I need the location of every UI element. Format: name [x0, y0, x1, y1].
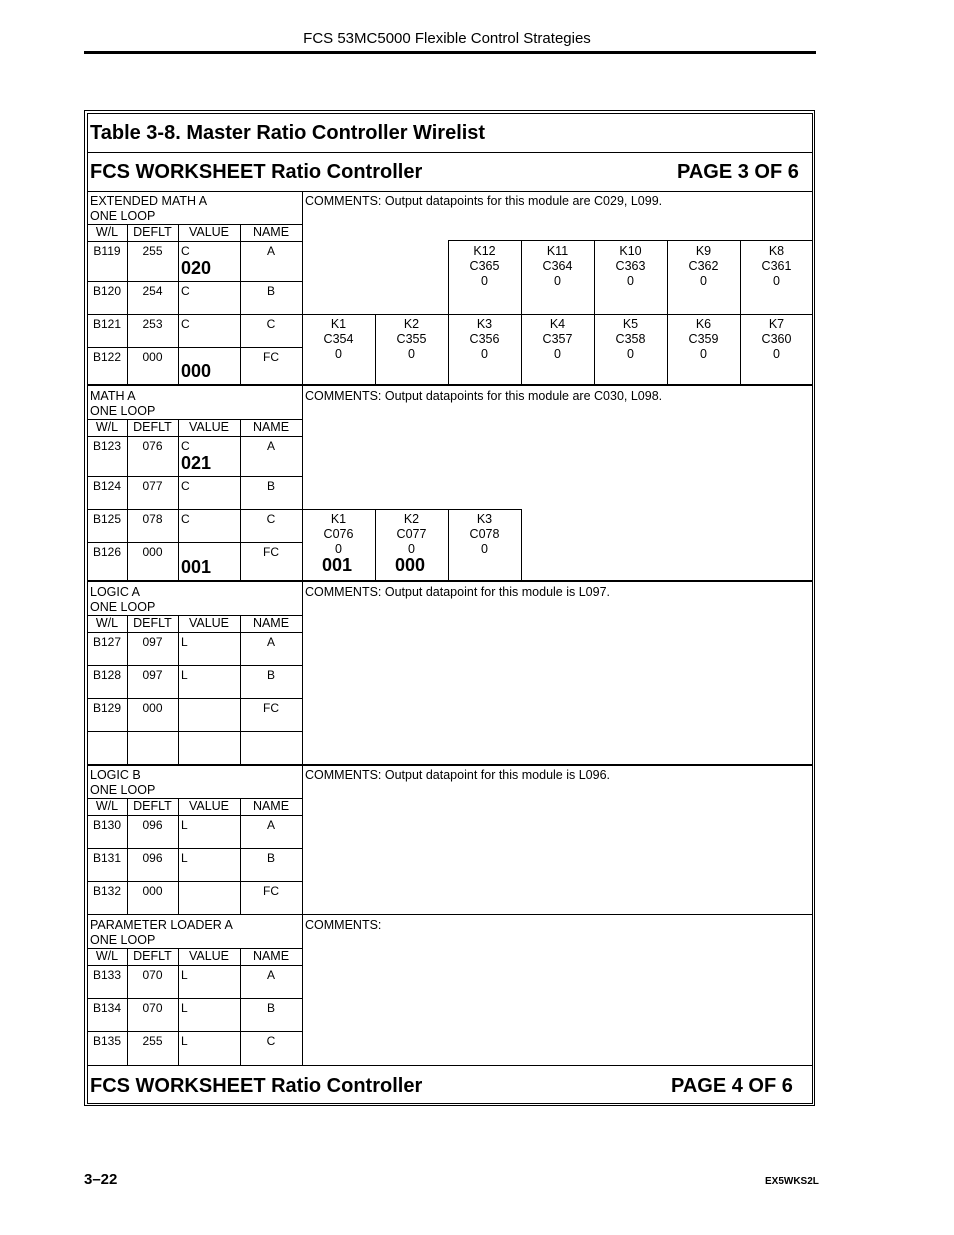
module-name: PARAMETER LOADER A	[90, 918, 233, 932]
row-entry-value: 001	[181, 557, 212, 577]
module-loop: ONE LOOP	[90, 933, 156, 947]
row-deflt: 076	[142, 439, 163, 453]
row-deflt: 253	[142, 317, 163, 331]
k-k: K5	[622, 317, 639, 331]
k-v: 0	[627, 274, 634, 288]
row-name: C	[266, 512, 276, 526]
k-v: 0	[481, 347, 488, 361]
table-grid-line	[87, 281, 302, 282]
row-wl: B129	[92, 701, 122, 715]
table-grid-line	[87, 965, 302, 966]
module-comments: COMMENTS: Output datapoints for this module are C030, L098.	[305, 389, 663, 403]
row-value: L	[181, 1001, 188, 1015]
row-deflt: 000	[142, 545, 163, 559]
row-value: L	[181, 668, 188, 682]
k-k: K2	[403, 512, 420, 526]
row-name: A	[266, 635, 275, 649]
k-k: K11	[546, 244, 569, 258]
table-grid-line	[87, 241, 302, 242]
row-deflt: 255	[142, 1034, 163, 1048]
k-constant-cell	[667, 244, 740, 289]
k-entry-value: 001	[322, 555, 353, 575]
k-entry-value: 000	[395, 555, 426, 575]
module-name: LOGIC B	[90, 768, 141, 782]
k-k: K8	[768, 244, 785, 258]
row-name: B	[266, 668, 275, 682]
table-grid-line	[87, 1031, 302, 1032]
k-grid-line	[302, 314, 813, 315]
row-name: B	[266, 851, 275, 865]
table-grid-line	[87, 436, 302, 437]
row-wl: B125	[92, 512, 122, 526]
row-value: C	[181, 317, 190, 331]
row-deflt: 070	[142, 968, 163, 982]
k-c: C364	[542, 259, 573, 273]
column-header: W/L	[95, 616, 119, 630]
table-grid-line	[87, 665, 302, 666]
column-header: NAME	[252, 616, 290, 630]
table-grid-line	[87, 731, 302, 732]
module-loop: ONE LOOP	[90, 783, 156, 797]
k-v: 0	[481, 542, 488, 556]
row-deflt: 096	[142, 818, 163, 832]
column-header: DEFLT	[133, 949, 172, 963]
column-header: NAME	[252, 225, 290, 239]
k-k: K12	[473, 244, 496, 258]
row-wl: B122	[92, 350, 122, 364]
row-deflt: 078	[142, 512, 163, 526]
k-v: 0	[773, 274, 780, 288]
table-grid-line	[178, 798, 179, 914]
k-constant-cell	[521, 317, 594, 362]
row-value: L	[181, 635, 188, 649]
row-wl: B132	[92, 884, 122, 898]
k-grid-line	[448, 240, 813, 241]
section-divider	[87, 580, 813, 582]
table-title: Table 3-8. Master Ratio Controller Wirelist	[90, 122, 486, 144]
k-constant-cell	[740, 244, 813, 289]
table-grid-line	[87, 314, 302, 315]
module-comments: COMMENTS: Output datapoint for this module is L097.	[305, 585, 610, 599]
k-constant-cell	[594, 317, 667, 362]
k-constant-cell	[521, 244, 594, 289]
k-c: C360	[761, 332, 792, 346]
row-value: L	[181, 818, 188, 832]
row-deflt: 070	[142, 1001, 163, 1015]
module-comments: COMMENTS: Output datapoint for this module is L096.	[305, 768, 610, 782]
row-wl: B123	[92, 439, 122, 453]
worksheet-divider	[87, 191, 813, 192]
k-constant-cell	[594, 244, 667, 289]
table-grid-line	[87, 347, 302, 348]
k-c: C362	[688, 259, 719, 273]
row-wl: B134	[92, 1001, 122, 1015]
table-grid-line	[87, 881, 302, 882]
row-deflt: 000	[142, 350, 163, 364]
row-name: FC	[263, 884, 279, 898]
row-name: A	[266, 968, 275, 982]
row-name: A	[266, 244, 275, 258]
row-wl: B131	[92, 851, 122, 865]
k-constant-cell	[448, 317, 521, 362]
row-entry-value: 000	[181, 361, 212, 381]
row-wl: B124	[92, 479, 122, 493]
row-deflt: 254	[142, 284, 163, 298]
column-header: W/L	[95, 420, 119, 434]
k-constant-cell	[667, 317, 740, 362]
table-grid-line	[87, 998, 302, 999]
k-c: C361	[761, 259, 792, 273]
row-deflt: 096	[142, 851, 163, 865]
row-value: C	[181, 512, 190, 526]
k-grid-line	[521, 509, 522, 580]
row-value: L	[181, 1034, 188, 1048]
k-v: 0	[335, 542, 342, 556]
column-header: VALUE	[188, 225, 230, 239]
column-header: VALUE	[188, 949, 230, 963]
row-deflt: 255	[142, 244, 163, 258]
k-v: 0	[481, 274, 488, 288]
k-k: K6	[695, 317, 712, 331]
row-name: B	[266, 1001, 275, 1015]
column-header: DEFLT	[133, 225, 172, 239]
k-constant-cell	[375, 512, 448, 557]
k-c: C356	[469, 332, 500, 346]
k-c: C076	[323, 527, 354, 541]
row-name: FC	[263, 350, 279, 364]
k-v: 0	[554, 347, 561, 361]
header-rule	[84, 51, 816, 54]
table-grid-line	[87, 509, 302, 510]
table-grid-line	[87, 632, 302, 633]
k-constant-cell	[740, 317, 813, 362]
k-k: K1	[330, 512, 347, 526]
row-name: FC	[263, 701, 279, 715]
column-header: NAME	[252, 420, 290, 434]
k-constant-cell	[302, 317, 375, 362]
row-deflt: 097	[142, 668, 163, 682]
k-c: C077	[396, 527, 427, 541]
column-header: W/L	[95, 225, 119, 239]
k-constant-cell	[302, 512, 375, 557]
row-deflt: 000	[142, 701, 163, 715]
k-v: 0	[700, 274, 707, 288]
document-code: EX5WKS2L	[765, 1176, 819, 1187]
module-comments: COMMENTS:	[305, 918, 382, 932]
module-name: EXTENDED MATH A	[90, 194, 208, 208]
k-c: C365	[469, 259, 500, 273]
k-k: K3	[476, 512, 493, 526]
k-constant-cell	[448, 512, 521, 557]
row-value: L	[181, 851, 188, 865]
row-wl: B126	[92, 545, 122, 559]
k-v: 0	[700, 347, 707, 361]
row-wl: B121	[92, 317, 122, 331]
k-v: 0	[408, 542, 415, 556]
row-value: C	[181, 284, 190, 298]
table-grid-line	[87, 542, 302, 543]
worksheet-title: FCS WORKSHEET Ratio Controller	[90, 161, 423, 183]
k-c: C357	[542, 332, 573, 346]
row-deflt: 097	[142, 635, 163, 649]
column-header: NAME	[252, 799, 290, 813]
worksheet-title-bottom: FCS WORKSHEET Ratio Controller	[90, 1075, 423, 1097]
row-deflt: 077	[142, 479, 163, 493]
k-v: 0	[335, 347, 342, 361]
section-divider	[87, 914, 813, 915]
row-wl: B133	[92, 968, 122, 982]
k-v: 0	[554, 274, 561, 288]
row-wl: B119	[93, 244, 121, 258]
k-v: 0	[773, 347, 780, 361]
row-value: C	[181, 244, 190, 258]
section-divider	[87, 384, 813, 386]
page-number: 3–22	[84, 1171, 118, 1188]
k-grid-line	[302, 509, 522, 510]
k-k: K10	[619, 244, 642, 258]
row-value: C	[181, 479, 190, 493]
title-divider	[87, 152, 813, 153]
row-name: B	[266, 284, 275, 298]
row-name: A	[266, 818, 275, 832]
row-entry-value: 020	[181, 258, 212, 278]
table-grid-line	[87, 698, 302, 699]
column-header: DEFLT	[133, 420, 172, 434]
table-grid-line	[178, 224, 179, 384]
row-wl: B127	[92, 635, 122, 649]
section-divider	[87, 1065, 813, 1066]
page-header: FCS 53MC5000 Flexible Control Strategies	[303, 30, 591, 47]
row-name: C	[266, 1034, 276, 1048]
column-header: DEFLT	[133, 616, 172, 630]
row-wl: B130	[92, 818, 122, 832]
k-v: 0	[627, 347, 634, 361]
column-header: VALUE	[188, 799, 230, 813]
k-c: C355	[396, 332, 427, 346]
k-v: 0	[408, 347, 415, 361]
k-k: K1	[330, 317, 347, 331]
k-c: C358	[615, 332, 646, 346]
k-c: C359	[688, 332, 719, 346]
k-k: K3	[476, 317, 493, 331]
table-grid-line	[87, 848, 302, 849]
column-header: DEFLT	[133, 799, 172, 813]
column-header: W/L	[95, 949, 119, 963]
row-name: A	[266, 439, 275, 453]
column-header: W/L	[95, 799, 119, 813]
worksheet-page-bottom: PAGE 4 OF 6	[671, 1075, 793, 1097]
table-grid-line	[87, 476, 302, 477]
table-grid-line	[178, 419, 179, 580]
k-constant-cell	[375, 317, 448, 362]
k-c: C354	[323, 332, 354, 346]
module-name: LOGIC A	[90, 585, 141, 599]
table-grid-line	[178, 615, 179, 764]
row-entry-value: 021	[181, 453, 212, 473]
row-wl: B135	[92, 1034, 122, 1048]
k-c: C363	[615, 259, 646, 273]
k-c: C078	[469, 527, 500, 541]
row-value: L	[181, 968, 188, 982]
module-comments: COMMENTS: Output datapoints for this module are C029, L099.	[305, 194, 663, 208]
table-grid-line	[87, 815, 302, 816]
row-deflt: 000	[142, 884, 163, 898]
section-divider	[87, 764, 813, 766]
column-header: NAME	[252, 949, 290, 963]
worksheet-page: PAGE 3 OF 6	[677, 161, 799, 183]
row-wl: B120	[92, 284, 122, 298]
column-header: VALUE	[188, 616, 230, 630]
row-wl: B128	[92, 668, 122, 682]
module-loop: ONE LOOP	[90, 209, 156, 223]
row-name: B	[266, 479, 275, 493]
column-header: VALUE	[188, 420, 230, 434]
k-k: K4	[549, 317, 566, 331]
row-name: FC	[263, 545, 279, 559]
k-k: K2	[403, 317, 420, 331]
k-k: K7	[768, 317, 785, 331]
table-grid-line	[178, 948, 179, 1065]
row-value: C	[181, 439, 190, 453]
module-loop: ONE LOOP	[90, 600, 156, 614]
row-name: C	[266, 317, 276, 331]
module-loop: ONE LOOP	[90, 404, 156, 418]
k-k: K9	[695, 244, 712, 258]
k-constant-cell	[448, 244, 521, 289]
module-name: MATH A	[90, 389, 136, 403]
